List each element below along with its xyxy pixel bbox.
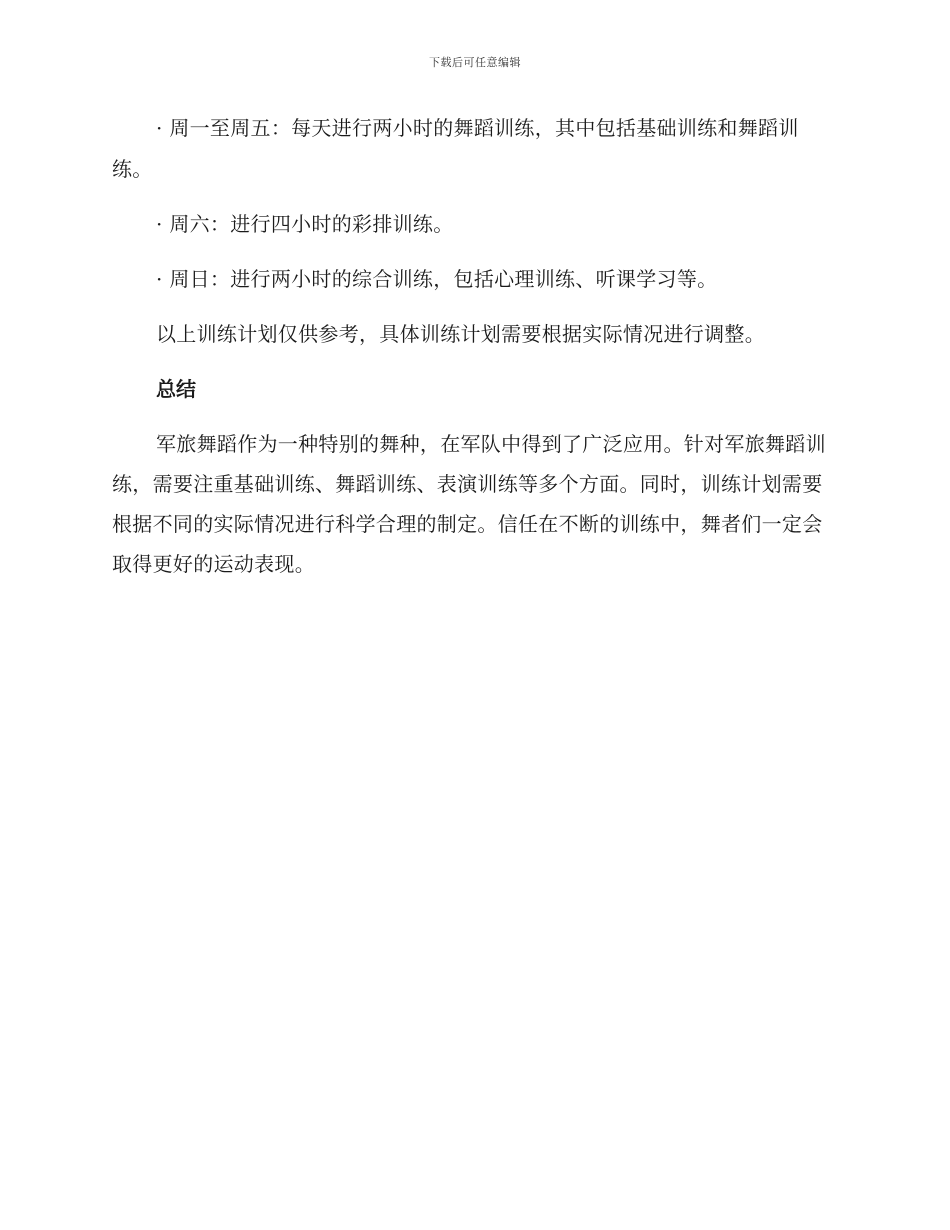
summary-heading: 总结 bbox=[156, 377, 196, 401]
page-header-note: 下载后可任意编辑 bbox=[429, 56, 521, 69]
schedule-sunday: · 周日：进行两小时的综合训练，包括心理训练、听课学习等。 bbox=[156, 267, 718, 291]
schedule-weekdays: · 周一至周五：每天进行两小时的舞蹈训练，其中包括基础训练和舞蹈训练。 bbox=[112, 116, 799, 181]
schedule-disclaimer: 以上训练计划仅供参考，具体训练计划需要根据实际情况进行调整。 bbox=[156, 322, 765, 346]
document-content bbox=[112, 108, 832, 598]
schedule-saturday: · 周六：进行四小时的彩排训练。 bbox=[156, 212, 454, 236]
summary-body: 军旅舞蹈作为一种特别的舞种，在军队中得到了广泛应用。针对军旅舞蹈训练，需要注重基础训练、舞蹈训练、表演训练等多个方面。同时，训练计划需要根据不同的实际情况进行科学合理的制定。信任在不断的训练中，舞者们一定会取得更好的运动表现。 bbox=[112, 432, 826, 576]
